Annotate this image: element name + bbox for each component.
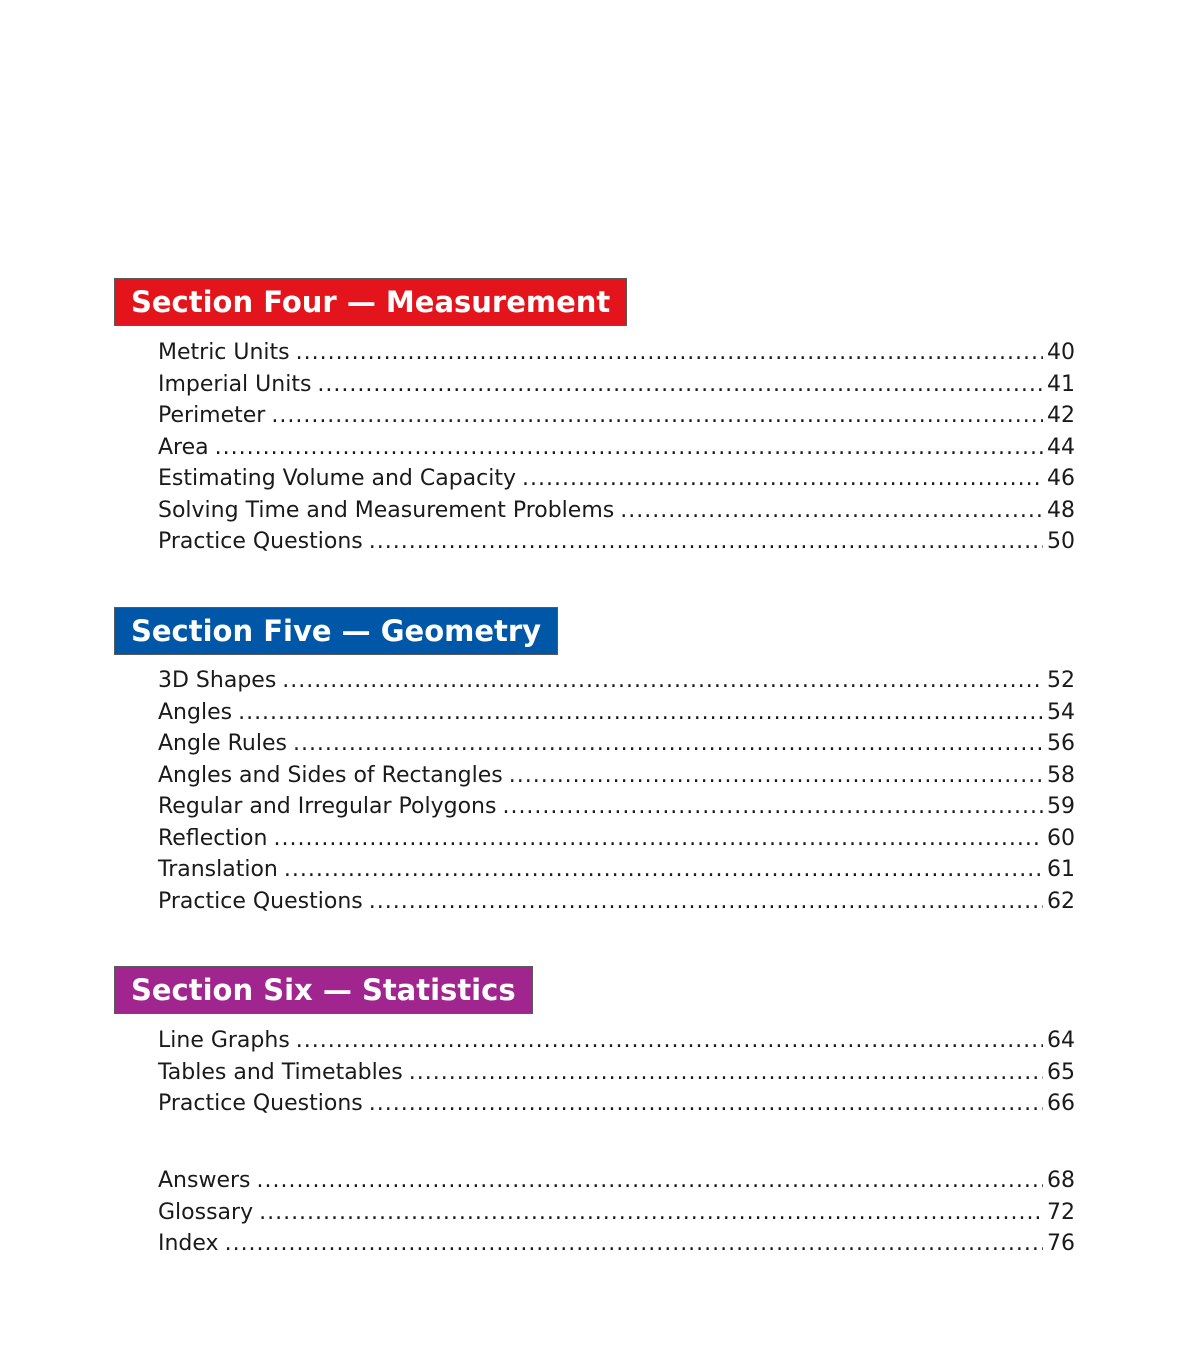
dot-leader [509,760,1043,792]
dot-leader [296,1025,1043,1057]
toc-entry-title: Answers [158,1168,251,1193]
toc-entry-title: Line Graphs [158,1028,290,1053]
toc-entry-page: 52 [1047,668,1075,693]
toc-entry-page: 42 [1047,403,1075,428]
dot-leader [369,526,1043,558]
toc-entry-title: Index [158,1231,219,1256]
toc-entry-page: 46 [1047,466,1075,491]
toc-entry-tables-timetables[interactable] [158,1057,1075,1089]
toc-entry-page: 60 [1047,825,1075,851]
toc-entry-imperial-units[interactable] [158,369,1075,401]
toc-entry-translation[interactable] [158,854,1075,886]
dot-leader [522,463,1043,495]
dot-leader [369,886,1043,918]
toc-entry-page: 76 [1047,1231,1075,1256]
toc-entry-answers[interactable] [158,1165,1075,1197]
dot-leader [369,1088,1043,1120]
toc-entry-page: 59 [1047,794,1075,819]
dot-leader [284,854,1043,886]
dot-leader [238,697,1043,729]
toc-entry-title: Reflection [158,825,268,851]
dot-leader [273,823,1043,855]
toc-entry-3d-shapes[interactable] [158,665,1075,697]
toc-entry-page: 72 [1047,1199,1075,1225]
toc-entry-title: Estimating Volume and Capacity [158,466,516,491]
toc-entry-page: 66 [1047,1091,1075,1116]
toc-entry-reflection[interactable] [158,823,1075,855]
dot-leader [620,495,1043,527]
dot-leader [282,665,1043,697]
toc-entry-perimeter[interactable] [158,400,1075,432]
toc-entry-title: Angles and Sides of Rectangles [158,762,503,788]
toc-entry-title: Solving Time and Measurement Problems [158,497,615,523]
toc-entry-page: 58 [1047,762,1075,788]
toc-entry-page: 41 [1047,371,1075,397]
toc-entry-metric-units[interactable] [158,337,1075,369]
toc-entry-page: 62 [1047,888,1075,914]
toc-entry-title: Imperial Units [158,371,312,397]
section-four-heading: Section Four — Measurement [114,278,627,326]
toc-entry-page: 54 [1047,699,1075,725]
toc-entry-page: 65 [1047,1059,1075,1085]
toc-entry-solving-time[interactable] [158,495,1075,527]
toc-entry-angles-sides-rectangles[interactable] [158,760,1075,792]
toc-entry-title: Practice Questions [158,888,363,914]
dot-leader [215,432,1043,464]
section-six-entries [158,1025,1075,1120]
toc-entry-angle-rules[interactable] [158,728,1075,760]
dot-leader [502,791,1043,823]
toc-entry-title: Translation [158,857,278,882]
toc-entry-page: 68 [1047,1168,1075,1193]
toc-entry-page: 44 [1047,434,1075,460]
section-five-heading: Section Five — Geometry [114,607,558,655]
dot-leader [409,1057,1043,1089]
toc-entry-title: Regular and Irregular Polygons [158,794,497,819]
toc-entry-angles[interactable] [158,697,1075,729]
toc-entry-title: Practice Questions [158,1091,363,1116]
dot-leader [293,728,1043,760]
dot-leader [257,1165,1044,1197]
toc-entry-title: Area [158,434,209,460]
toc-entry-title: Metric Units [158,340,290,365]
toc-entry-title: Glossary [158,1199,254,1225]
toc-entry-glossary[interactable] [158,1197,1075,1229]
toc-entry-polygons[interactable] [158,791,1075,823]
dot-leader [271,400,1043,432]
toc-entry-title: 3D Shapes [158,668,277,693]
toc-entry-practice-questions[interactable] [158,1088,1075,1120]
section-six-heading: Section Six — Statistics [114,966,533,1014]
toc-entry-page: 56 [1047,731,1075,756]
dot-leader [317,369,1043,401]
toc-entry-title: Angles [158,699,233,725]
toc-entry-page: 61 [1047,857,1075,882]
toc-entry-practice-questions[interactable] [158,886,1075,918]
toc-entry-line-graphs[interactable] [158,1025,1075,1057]
toc-entry-practice-questions[interactable] [158,526,1075,558]
section-four-entries [158,337,1075,558]
section-five-entries [158,665,1075,917]
toc-entry-title: Practice Questions [158,529,363,554]
dot-leader [296,337,1043,369]
toc-entry-page: 50 [1047,529,1075,554]
toc-entry-estimating-volume[interactable] [158,463,1075,495]
dot-leader [259,1197,1043,1229]
toc-entry-page: 40 [1047,340,1075,365]
toc-entry-title: Tables and Timetables [158,1059,403,1085]
dot-leader [225,1228,1043,1260]
toc-entry-page: 48 [1047,497,1075,523]
toc-entry-title: Perimeter [158,403,266,428]
toc-entry-area[interactable] [158,432,1075,464]
toc-entry-title: Angle Rules [158,731,287,756]
back-matter-entries [158,1165,1075,1260]
toc-entry-index[interactable] [158,1228,1075,1260]
toc-entry-page: 64 [1047,1028,1075,1053]
